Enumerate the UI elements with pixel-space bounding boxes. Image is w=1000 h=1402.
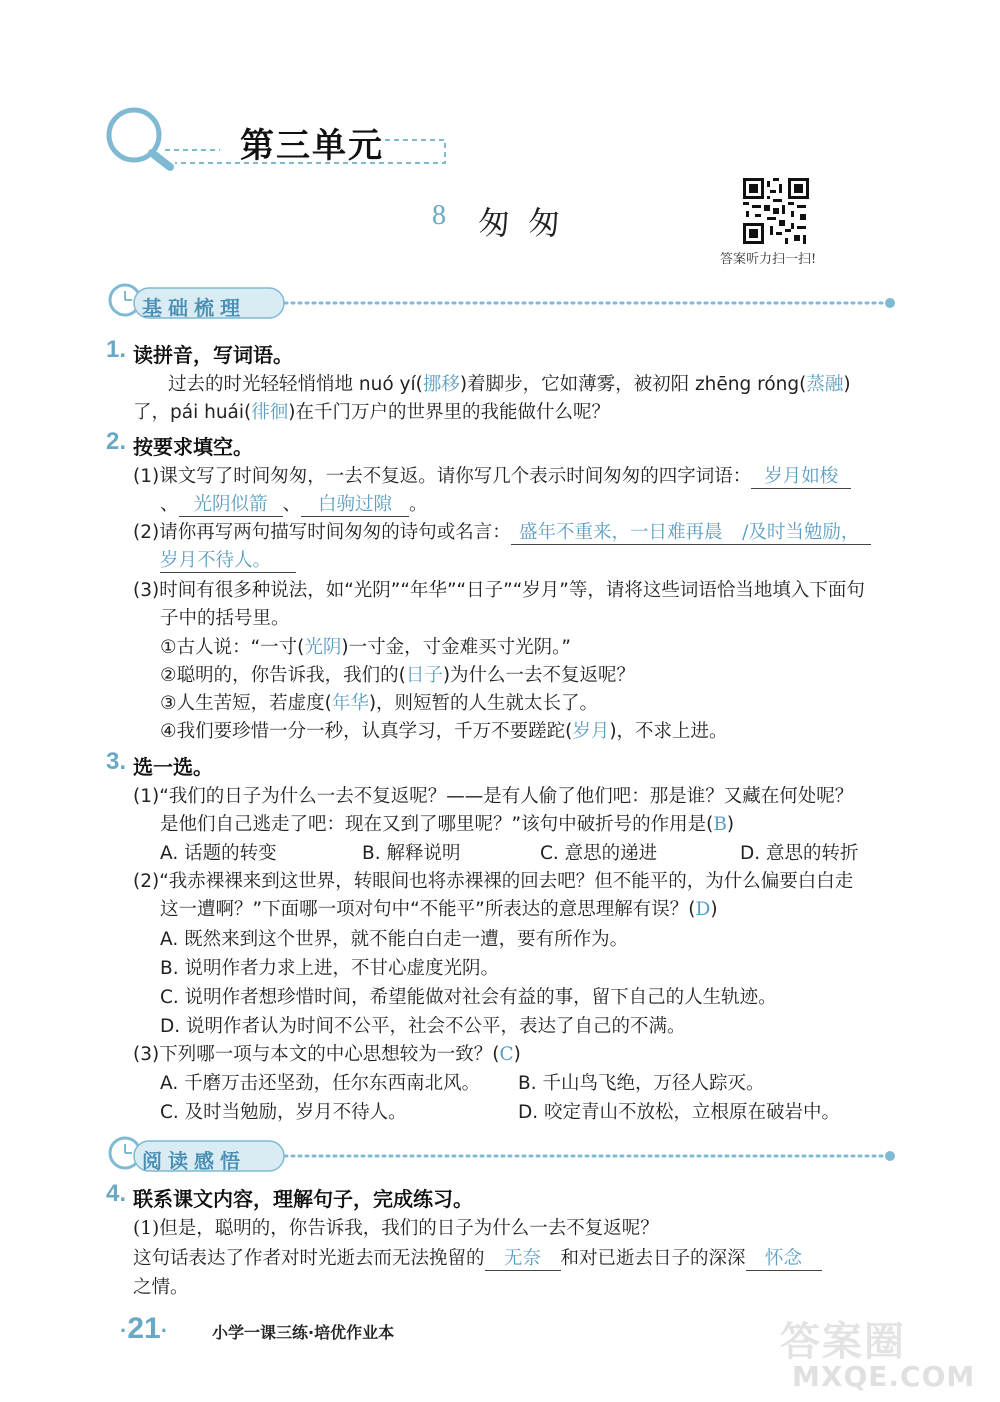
unit-title: 第三单元 <box>240 126 384 166</box>
section-title-reading: 阅读感悟 <box>142 1149 246 1173</box>
answer-paihuai: 徘徊 <box>251 402 289 423</box>
question-2-part-1: (1)课文写了时间匆匆，一去不复返。请你写几个表示时间匆匆的四字词语： 岁月如梭 <box>133 462 851 489</box>
answer-poem-2: /及时当勉励， <box>731 518 871 545</box>
lesson-number: 8 <box>432 200 446 231</box>
answer-poem-1: 盛年不重来，一日难再晨 <box>511 518 731 545</box>
qr-caption: 答案听力扫一扫! <box>720 252 817 267</box>
lesson-title: 匆匆 <box>478 204 579 242</box>
answer-huainian: 怀念 <box>746 1244 822 1271</box>
question-1-line-1: 过去的时光轻轻悄悄地 nuó yí(挪移)着脚步，它如薄雾，被初阳 zhēng róng(蒸融) <box>168 374 851 395</box>
answer-poem-3: 岁月不待人。 <box>160 546 296 573</box>
option-2d: D. 说明作者认为时间不公平，社会不公平，表达了自己的不满。 <box>160 1016 686 1037</box>
option-1a: A. 话题的转变 <box>160 843 277 864</box>
question-1-heading: 读拼音，写词语。 <box>133 343 293 367</box>
question-1-number: 1. <box>106 336 127 363</box>
option-2a: A. 既然来到这个世界，就不能白白走一遭，要有所作为。 <box>160 929 629 950</box>
option-3b: B. 千山鸟飞绝，万径人踪灭。 <box>518 1073 765 1094</box>
question-2-number: 2. <box>106 428 127 455</box>
answer-wunai: 无奈 <box>485 1244 561 1271</box>
question-2-item-3: ③人生苦短，若虚度(年华)，则短暂的人生就太长了。 <box>160 693 599 714</box>
watermark-logo: 答案圈 <box>780 1319 906 1365</box>
question-3-number: 3. <box>106 748 127 775</box>
option-1d: D. 意思的转折 <box>740 843 859 864</box>
answer-nuoyi: 挪移 <box>422 374 460 395</box>
option-2c: C. 说明作者想珍惜时间，希望能做对社会有益的事，留下自己的人生轨迹。 <box>160 987 777 1008</box>
answer-idiom-1: 岁月如梭 <box>751 462 851 489</box>
question-3-part-1-line-1: (1)“我们的日子为什么一去不复返呢？——是有人偷了他们吧：那是谁？又藏在何处呢？ <box>133 786 854 807</box>
question-2-part-3: (3)时间有很多种说法，如“光阴”“年华”“日子”“岁月”等，请将这些词语恰当地填入下面句 <box>133 580 865 601</box>
book-title: 小学一课三练·培优作业本 <box>212 1323 395 1342</box>
question-2-heading: 按要求填空。 <box>133 435 253 459</box>
question-4-end: 之情。 <box>133 1277 189 1298</box>
question-3-part-2-line-2: 这一遭啊？”下面哪一项对句中“不能平”所表达的意思理解有误？(D) <box>160 899 718 920</box>
answer-rizi: 日子 <box>405 665 443 686</box>
answer-idiom-2: 光阴似箭 <box>179 490 283 517</box>
question-3-heading: 选一选。 <box>133 755 213 779</box>
answer-choice-3: C <box>499 1044 514 1065</box>
answer-zhengrong: 蒸融 <box>806 374 844 395</box>
question-2-part-3-cont: 子中的括号里。 <box>160 608 290 629</box>
option-1b: B. 解释说明 <box>362 843 461 864</box>
question-2-item-2: ②聪明的，你告诉我，我们的(日子)为什么一去不复返呢？ <box>160 665 636 686</box>
question-3-part-1-line-2: 是他们自己逃走了吧：现在又到了哪里呢？”该句中破折号的作用是(B) <box>160 814 735 835</box>
question-4-fill-line: 这句话表达了作者对时光逝去而无法挽留的 无奈 和对已逝去日子的深深 怀念 <box>133 1244 822 1271</box>
question-3-part-3: (3)下列哪一项与本文的中心思想较为一致？(C) <box>133 1044 521 1065</box>
question-4-sentence: (1)但是，聪明的，你告诉我，我们的日子为什么一去不复返呢？ <box>133 1218 659 1239</box>
question-4-number: 4. <box>106 1180 127 1207</box>
question-4-heading: 联系课文内容，理解句子，完成练习。 <box>133 1187 473 1211</box>
question-1-line-2: 了，pái huái(徘徊)在千门万户的世界里的我能做什么呢？ <box>133 402 610 423</box>
option-2b: B. 说明作者力求上进，不甘心虚度光阴。 <box>160 958 499 979</box>
question-2-item-4: ④我们要珍惜一分一秒，认真学习，千万不要蹉跎(岁月)，不求上进。 <box>160 721 728 742</box>
qr-code[interactable] <box>743 178 809 244</box>
option-1c: C. 意思的递进 <box>540 843 658 864</box>
answer-nianhua: 年华 <box>331 693 369 714</box>
watermark-url: MXQE.COM <box>792 1360 976 1393</box>
answer-suiyue: 岁月 <box>572 721 610 742</box>
option-3c: C. 及时当勉励，岁月不待人。 <box>160 1102 407 1123</box>
option-3d: D. 咬定青山不放松，立根原在破岩中。 <box>518 1102 841 1123</box>
option-3a: A. 千磨万击还坚劲，任尔东西南北风。 <box>160 1073 481 1094</box>
answer-guangyin: 光阴 <box>304 637 342 658</box>
section-title-basic: 基础梳理 <box>142 296 246 320</box>
question-2-part-1-cont: 、 光阴似箭 、 白驹过隙 。 <box>160 490 428 517</box>
answer-choice-1: B <box>713 814 727 835</box>
question-3-part-2-line-1: (2)“我赤裸裸来到这世界，转眼间也将赤裸裸的回去吧？但不能平的，为什么偏要白白走 <box>133 871 854 892</box>
answer-idiom-3: 白驹过隙 <box>301 490 409 517</box>
question-2-part-2: (2)请你再写两句描写时间匆匆的诗句或名言： 盛年不重来，一日难再晨 /及时当勉励， <box>133 518 871 545</box>
question-2-part-2-cont <box>160 546 296 573</box>
page-number: ·21· <box>120 1312 169 1345</box>
answer-choice-2: D <box>695 899 711 920</box>
question-2-item-1: ①古人说：“一寸(光阴)一寸金，寸金难买寸光阴。” <box>160 637 571 658</box>
